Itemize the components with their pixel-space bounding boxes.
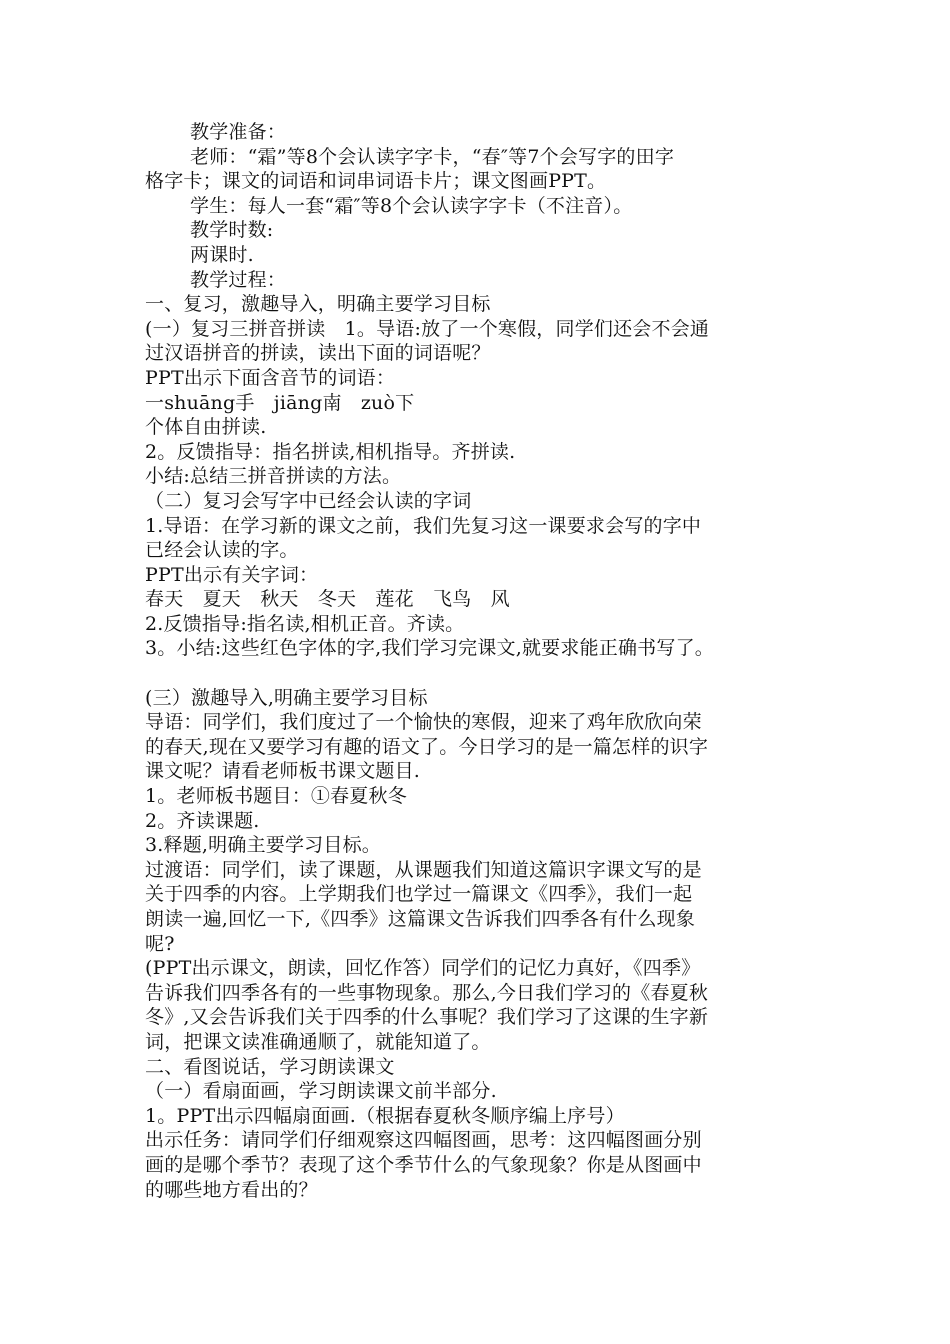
text-line: 3。小结:这些红色字体的字,我们学习完课文,就要求能正确书写了。 [145,637,714,660]
text-line: 关于四季的内容。上学期我们也学过一篇课文《四季》，我们一起 [145,883,693,906]
text-line: PPT出示下面含音节的词语： [145,366,396,389]
text-line: 一shuāng手 jiāng南 zuò下 [145,391,415,414]
text-line: 格字卡；课文的词语和词串词语卡片；课文图画PPT。 [145,170,607,193]
document-body [145,120,825,1202]
text-line: PPT出示有关字词： [145,563,319,586]
text-line: 冬》,又会告诉我们关于四季的什么事呢？我们学习了这课的生字新 [145,1006,709,1029]
blank-line [145,661,825,686]
text-line: 2。反馈指导：指名拼读,相机指导。齐拼读. [145,440,516,463]
text-line: 老师：“霜”等8个会认读字字卡，“春″等7个会写字的田字 [190,145,675,168]
text-line: 1。PPT出示四幅扇面画.（根据春夏秋冬顺序编上序号） [145,1104,625,1127]
text-line: 词，把课文读准确通顺了，就能知道了。 [145,1030,491,1053]
text-line: (一）复习三拼音拼读 1。导语:放了一个寒假，同学们还会不会通 [145,317,710,340]
text-line: 1。老师板书题目：①春夏秋冬 [145,785,407,808]
text-line: (三）激趣导入,明确主要学习目标 [145,686,428,709]
text-line: 教学时数: [190,219,274,242]
text-line: 3.释题,明确主要学习目标。 [145,834,381,857]
text-line: 的春天,现在又要学习有趣的语文了。今日学习的是一篇怎样的识字 [145,735,709,758]
text-line: 春天 夏天 秋天 冬天 莲花 飞鸟 风 [145,588,510,611]
text-line: 两课时. [190,243,254,266]
text-line: (PPT出示课文，朗读，回忆作答）同学们的记忆力真好，《四季》 [145,957,701,980]
text-line: 已经会认读的字。 [145,539,299,562]
text-line: 教学过程： [190,268,287,291]
text-line: （二）复习会写字中已经会认读的字词 [145,489,472,512]
text-line: 小结:总结三拼音拼读的方法。 [145,465,402,488]
text-line: 导语：同学们，我们度过了一个愉快的寒假，迎来了鸡年欣欣向荣 [145,711,702,734]
text-line: 二、看图说话，学习朗读课文 [145,1055,395,1078]
text-line: 1.导语：在学习新的课文之前，我们先复习这一课要求会写的字中 [145,514,702,537]
text-line: 一、复习，激趣导入，明确主要学习目标 [145,293,491,316]
text-line: 2.反馈指导:指名读,相机正音。齐读。 [145,612,465,635]
text-line: 的哪些地方看出的？ [145,1178,318,1201]
text-line: 2。齐读课题. [145,809,260,832]
text-line: 过渡语：同学们，读了课题，从课题我们知道这篇识字课文写的是 [145,858,702,881]
text-line: 学生：每人一套“霜″等8个会认读字字卡（不注音）。 [190,194,633,217]
text-line: 教学准备： [190,121,287,143]
text-line: 告诉我们四季各有的一些事物现象。那么,今日我们学习的《春夏秋 [145,981,709,1004]
text-line: 朗读一遍,回忆一下,《四季》这篇课文告诉我们四季各有什么现象 [145,908,696,930]
text-line: 出示任务：请同学们仔细观察这四幅图画，思考：这四幅图画分别 [145,1129,702,1152]
text-line: （一）看扇面画，学习朗读课文前半部分. [145,1080,497,1103]
text-line: 个体自由拼读. [145,416,267,439]
text-line: 画的是哪个季节？表现了这个季节什么的气象现象？你是从图画中 [145,1153,702,1176]
text-line: 课文呢？请看老师板书课文题目. [145,760,421,783]
text-line: 呢? [145,932,175,955]
text-line: 过汉语拼音的拼读，读出下面的词语呢？ [145,342,491,365]
